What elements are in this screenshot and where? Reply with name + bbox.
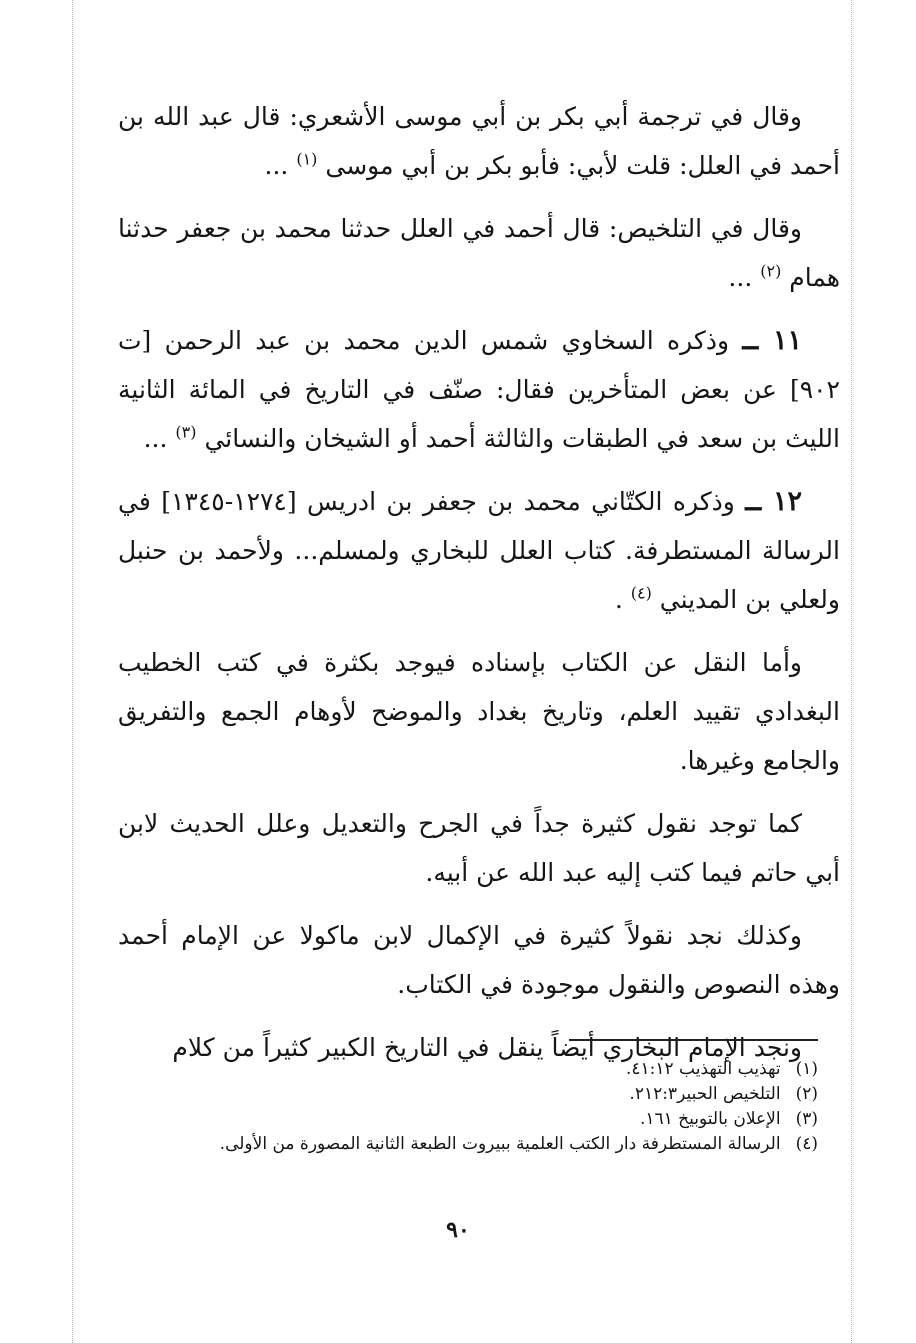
item-number-12: ١٢ ــ (745, 486, 802, 517)
footnote-separator (569, 1039, 818, 1041)
footnote-ref-3: (٣) (175, 422, 197, 442)
footnote-number: (١) (795, 1059, 818, 1079)
paragraph-text: وذكره الكتّاني محمد بن جعفر بن ادريس [١٢٧٤-١٣٤٥] في الرسالة المستطرفة. كتاب العلل للبخاري ولمسلم... ولأحمد بن حنبل ولعلي بن المديني (118, 487, 840, 614)
paragraph-text: وقال في التلخيص: قال أحمد في العلل حدثنا محمد بن جعفر حدثنا همام (118, 214, 840, 292)
paragraph-2 (118, 204, 840, 302)
footnote-text: تهذيب التهذيب ٤١:١٢. (625, 1059, 781, 1079)
paragraph-7 (118, 911, 840, 1009)
footnote-text: التلخيص الحبير٢١٢:٣. (629, 1084, 781, 1104)
paragraph-text: وذكره السخاوي شمس الدين محمد بن عبد الرحمن [ت ٩٠٢] عن بعض المتأخرين فقال: صنّف في التاريخ في المائة الثانية الليث بن سعد في الطبقات والثالثة أحمد أو الشيخان والنسائي (118, 326, 840, 453)
paragraph-6 (118, 799, 840, 897)
paragraph-tail: ... (143, 424, 176, 453)
paragraph-5 (118, 638, 840, 785)
footnote-ref-4: (٤) (630, 583, 652, 603)
main-text (118, 92, 840, 1086)
paragraph-1 (118, 92, 840, 190)
paragraph-text: ونجد الإمام البخاري أيضاً ينقل في التاريخ الكبير كثيراً من كلام (172, 1033, 802, 1062)
item-number-11: ١١ ــ (742, 325, 802, 356)
paragraph-text: وكذلك نجد نقولاً كثيرة في الإكمال لابن ماكولا عن الإمام أحمد وهذه النصوص والنقول موجودة في الكتاب. (118, 921, 840, 999)
footnote-text: الرسالة المستطرفة دار الكتب العلمية ببيروت الطبعة الثانية المصورة من الأولى. (219, 1134, 781, 1154)
footnote-3 (150, 1107, 818, 1132)
page-number: ٩٠ (446, 1217, 470, 1243)
paragraph-tail: . (614, 585, 631, 614)
footnote-number: (٣) (795, 1109, 818, 1129)
footnote-1 (150, 1057, 818, 1082)
footnote-2 (150, 1082, 818, 1107)
paragraph-text: كما توجد نقول كثيرة جداً في الجرح والتعديل وعلل الحديث لابن أبي حاتم فيما كتب إليه عبد الله عن أبيه. (118, 809, 840, 887)
paragraph-3 (118, 316, 840, 463)
paragraph-4 (118, 477, 840, 624)
footnote-ref-2: (٢) (760, 261, 782, 281)
paragraph-text: وقال في ترجمة أبي بكر بن أبي موسى الأشعري: قال عبد الله بن أحمد في العلل: قلت لأبي: فأبو بكر بن أبي موسى (118, 102, 840, 180)
footnote-4 (150, 1132, 818, 1157)
scan-edge-right (851, 0, 852, 1343)
paragraph-tail: ... (728, 263, 761, 292)
footnote-ref-1: (١) (296, 149, 318, 169)
scan-edge-left (72, 0, 73, 1343)
paragraph-text: وأما النقل عن الكتاب بإسناده فيوجد بكثرة في كتب الخطيب البغدادي تقييد العلم، وتاريخ بغداد والموضح لأوهام الجمع والتفريق والجامع وغيرها. (118, 648, 840, 775)
footnotes (150, 1057, 818, 1157)
footnote-number: (٤) (795, 1134, 818, 1154)
paragraph-tail: ... (264, 151, 297, 180)
footnote-text: الإعلان بالتوبيخ ١٦١. (639, 1109, 781, 1129)
footnote-number: (٢) (795, 1084, 818, 1104)
